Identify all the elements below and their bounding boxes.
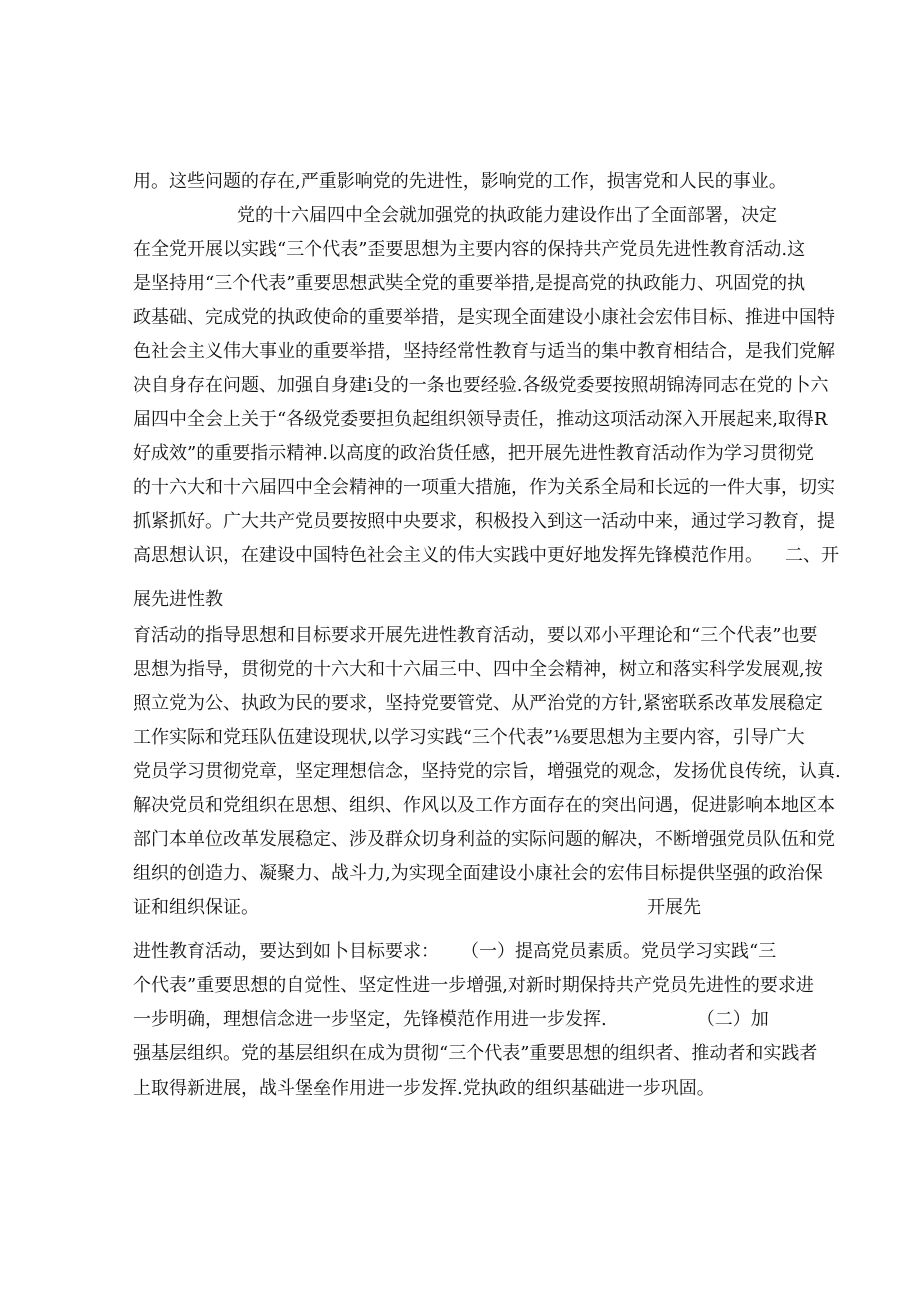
list-item-2-start: （二）加 <box>696 1009 769 1030</box>
paragraph-start-line: 党的十六届四中全会就加强党的执政能力建设作出了全面部署，决定 <box>237 205 777 226</box>
section-heading-start: 二、开 <box>785 545 839 566</box>
text-line: 的十六大和十六届四中全会精神的一项重大措施，作为关系全局和长远的一件大事，切实 <box>133 477 835 498</box>
text-segment: 证和组织保证。 <box>133 897 259 918</box>
text-line <box>133 545 839 567</box>
text-line <box>133 897 701 919</box>
text-line: 抓紧抓好。广大共产党员要按照中央要求，积极投入到这一活动中来，通过学习教育，提 <box>133 511 835 532</box>
text-segment: 开展先 <box>647 897 701 918</box>
text-line: 政基础、完成党的执政使命的重要举措，是实现全面建设小康社会宏伟目标、推进中国特 <box>133 307 835 328</box>
text-line: 组织的创造力、凝聚力、战斗力,为实现全面建设小康社会的宏伟目标提供坚强的政治保 <box>133 863 823 884</box>
text-line: 部门本单位改革发展稳定、涉及群众切身利益的实际问题的解决，不断增强党员队伍和党 <box>133 829 835 850</box>
section-heading-end: 展先进性教 <box>133 589 223 610</box>
text-line: 个代表”重要思想的自觉性、坚定性进一步增强,对新时期保持共产党员先进性的要求进 <box>133 975 814 996</box>
text-line: 在全党开展以实践“三个代表”歪要思想为主要内容的保持共产党员先进性教育活动.这 <box>133 239 806 260</box>
text-segment: 高思想认识，在建设中国特色社会主义的伟大实践中更好地发挥先锋模范作用。 <box>133 545 763 566</box>
list-item-1-start: （一）提高党员素质。党员学习实践“三 <box>461 941 777 962</box>
text-line: 强基层组织。党的基层组织在成为贯彻“三个代表”重要思想的组织者、推动者和实践者 <box>133 1043 818 1064</box>
text-segment: 一步明确，理想信念进一步坚定，先锋模范作用进一步发挥. <box>133 1009 607 1030</box>
text-line: 解决党员和党组织在思想、组织、作风以及工作方面存在的突出问遇，促进影响本地区本 <box>133 795 835 816</box>
text-line: 用。这些问题的存在,严重影响党的先进性，影响党的工作，损害党和人民的事业。 <box>133 171 787 192</box>
text-line <box>133 1009 769 1031</box>
text-line: 照立党为公、执政为民的要求，坚持党要管党、从严治党的方针,紧密联系改革发展稳定 <box>133 693 823 714</box>
text-line: 届四中全会上关于“各级党委要担负起组织领导责任，推动这项活动深入开展起来,取得R <box>133 409 828 430</box>
text-line: 上取得新进展，战斗堡垒作用进一步发挥.党执政的组织基础进一步巩固。 <box>133 1078 715 1099</box>
text-line: 思想为指导，贯彻党的十六大和十六届三中、四中全会精神，树立和落实科学发展观,按 <box>133 659 823 680</box>
text-line <box>133 941 776 963</box>
text-line: 党员学习贯彻党章，坚定理想信念，坚持党的宗旨，增强党的观念，发扬优良传统，认真. <box>133 761 841 782</box>
text-line: 是坚持用“三个代表”重要思想武奘全党的重要举措,是提高党的执政能力、巩固党的执 <box>133 273 806 294</box>
text-line: 决自身存在问题、加强自身建i殳的一条也要经验.各级党委要按照胡锦涛同志在党的卜六 <box>133 375 829 396</box>
text-line: 色社会主义伟大事业的重要举措，坚持经常性教育与适当的集中教育相结合，是我们党解 <box>133 341 835 362</box>
text-segment: 进性教育活动，要达到如卜目标要求： <box>133 941 439 962</box>
text-line: 好成效”的重要指示精神.以高度的政治货任感，把开展先进性教育活动作为学习贯彻党 <box>133 443 814 464</box>
text-line: 工作实际和党珏队伍建设现状,以学习实践“三个代表”⅛要思想为主要内容，引导广大 <box>133 727 805 748</box>
text-line: 育活动的指导思想和目标要求开展先进性教育活动，要以邓小平理论和“三个代表”也要 <box>133 625 818 646</box>
